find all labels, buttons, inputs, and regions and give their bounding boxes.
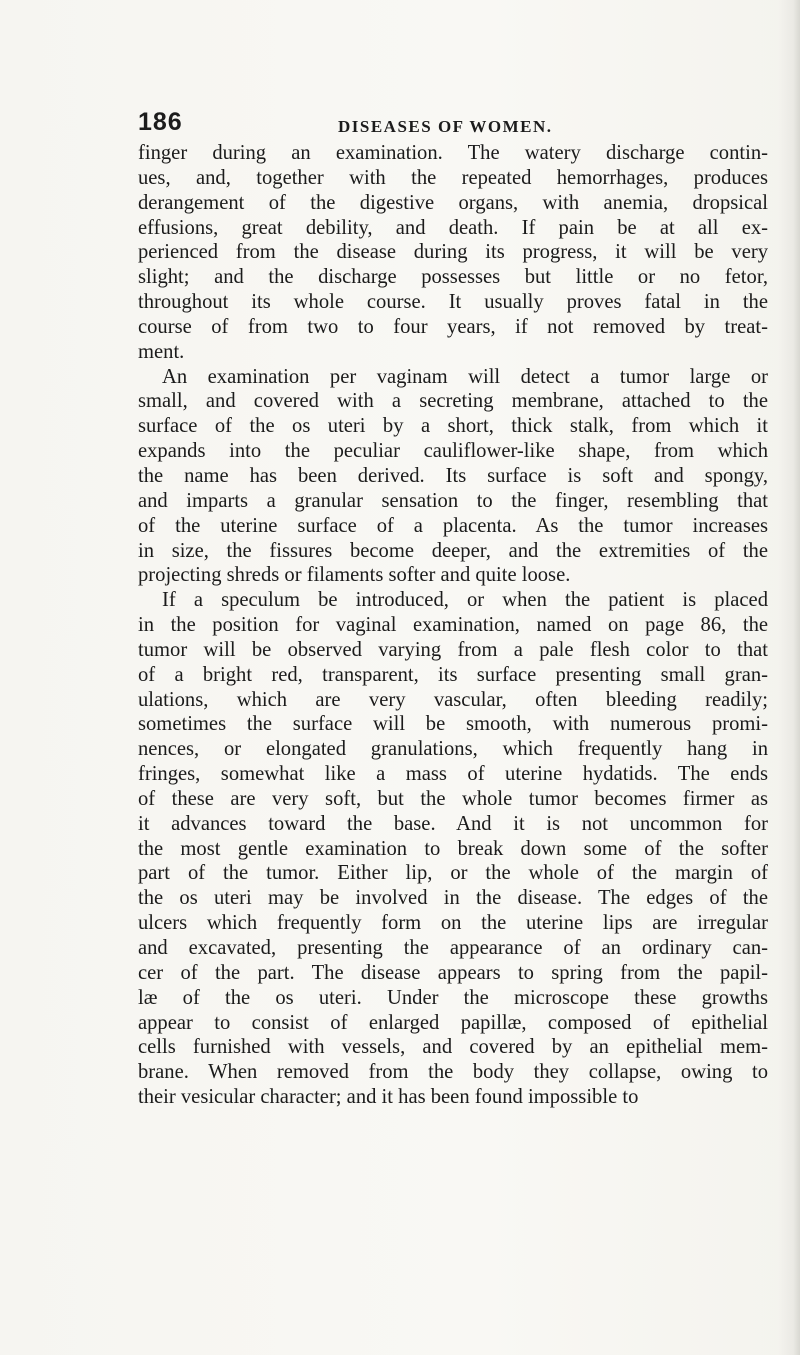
- text-line: projecting shreds or filaments softer and quite loose.: [138, 564, 571, 587]
- text-line: in size, the fissures become deeper, and the extremities of the: [138, 539, 768, 562]
- text-line: brane. When removed from the body they collapse, owing to: [138, 1061, 768, 1084]
- text-line: in the position for vaginal examination, named on page 86, the: [138, 614, 768, 637]
- text-line: ulcers which frequently form on the uterine lips are irregular: [138, 912, 768, 935]
- page-number: 186: [138, 108, 183, 136]
- text-line: cer of the part. The disease appears to spring from the papil-: [138, 961, 768, 984]
- text-line: ulations, which are very vascular, often bleeding readily;: [138, 688, 768, 711]
- text-line: of these are very soft, but the whole tumor becomes firmer as: [138, 787, 768, 810]
- text-line: of the uterine surface of a placenta. As the tumor increases: [138, 514, 768, 537]
- text-line: If a speculum be introduced, or when the patient is placed: [162, 589, 768, 612]
- text-line: finger during an examination. The watery discharge contin-: [138, 142, 768, 164]
- text-line: expands into the peculiar cauliflower-like shape, from which: [138, 440, 768, 463]
- running-head: DISEASES OF WOMEN.: [338, 117, 553, 136]
- text-line: tumor will be observed varying from a pale flesh color to that: [138, 638, 768, 661]
- text-line: the name has been derived. Its surface is soft and spongy,: [138, 464, 768, 487]
- text-line: ment.: [138, 340, 185, 363]
- text-line: derangement of the digestive organs, with anemia, dropsical: [138, 191, 768, 214]
- body-text: [138, 141, 768, 1110]
- text-line: læ of the os uteri. Under the microscope these growths: [138, 986, 768, 1009]
- text-line: small, and covered with a secreting membrane, attached to the: [138, 390, 768, 413]
- text-line: the os uteri may be involved in the disease. The edges of the: [138, 887, 768, 910]
- text-line: nences, or elongated granulations, which frequently hang in: [138, 738, 768, 761]
- paragraph: [138, 365, 768, 589]
- text-line: their vesicular character; and it has been found impossible to: [138, 1086, 639, 1109]
- text-line: perienced from the disease during its progress, it will be very: [138, 241, 768, 264]
- paragraph: [138, 141, 768, 365]
- text-line: of a bright red, transparent, its surface presenting small gran-: [138, 663, 768, 686]
- paragraph: [138, 588, 768, 1110]
- text-line: it advances toward the base. And it is not uncommon for: [138, 812, 768, 835]
- text-line: fringes, somewhat like a mass of uterine hydatids. The ends: [138, 763, 768, 786]
- text-line: cells furnished with vessels, and covered by an epithelial mem-: [138, 1036, 768, 1059]
- text-line: and imparts a granular sensation to the finger, resembling that: [138, 489, 768, 512]
- text-line: appear to consist of enlarged papillæ, composed of epithelial: [138, 1011, 768, 1034]
- text-line: the most gentle examination to break down some of the softer: [138, 837, 768, 860]
- text-line: and excavated, presenting the appearance of an ordinary can-: [138, 937, 768, 959]
- text-line: throughout its whole course. It usually proves fatal in the: [138, 291, 768, 314]
- text-line: An examination per vaginam will detect a tumor large or: [162, 365, 768, 388]
- text-line: ues, and, together with the repeated hemorrhages, produces: [138, 166, 768, 189]
- text-line: part of the tumor. Either lip, or the whole of the margin of: [138, 862, 768, 885]
- page-edge-shadow: [778, 0, 800, 1355]
- text-line: effusions, great debility, and death. If pain be at all ex-: [138, 216, 768, 239]
- text-line: surface of the os uteri by a short, thick stalk, from which it: [138, 415, 768, 438]
- text-line: slight; and the discharge possesses but little or no fetor,: [138, 266, 768, 289]
- text-line: sometimes the surface will be smooth, with numerous promi-: [138, 713, 768, 736]
- text-line: course of from two to four years, if not removed by treat-: [138, 315, 768, 338]
